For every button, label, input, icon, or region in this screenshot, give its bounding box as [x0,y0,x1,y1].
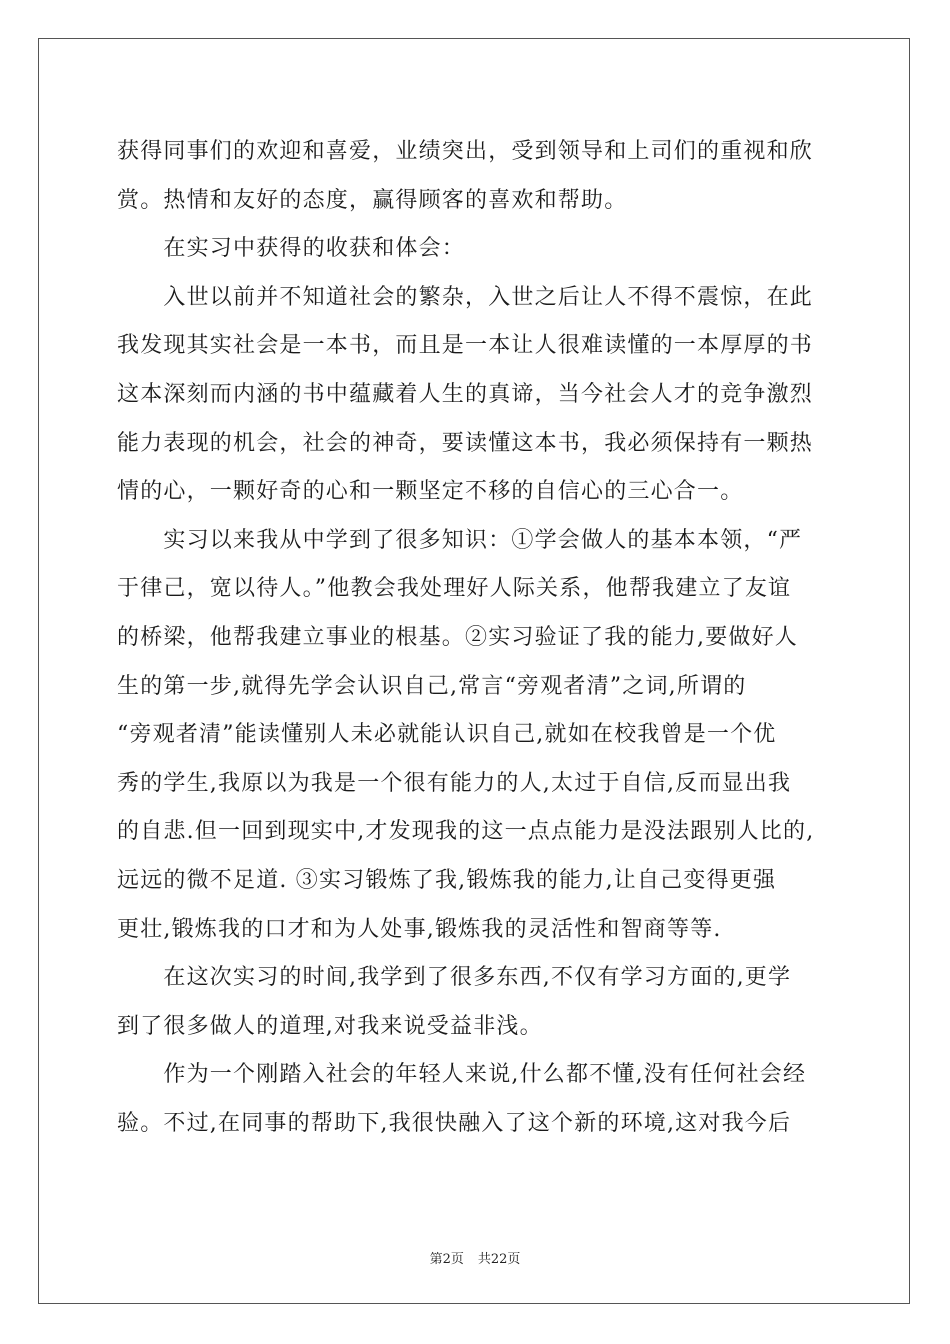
text-line: 我发现其实社会是一本书，而且是一本让人很难读懂的一本厚厚的书 [117,333,814,359]
page-footer [0,1248,950,1267]
text-line: 的自悲.但一回到现实中,才发现我的这一点点能力是没法跟别人比的, [117,819,815,845]
text-line: 作为一个刚踏入社会的年轻人来说,什么都不懂,没有任何社会经 [117,1062,807,1088]
text-line: 在实习中获得的收获和体会： [117,236,466,262]
text-line: 秀的学生,我原以为我是一个很有能力的人,太过于自信,反而显出我 [117,770,792,796]
text-line: 到了很多做人的道理,对我来说受益非浅。 [117,1013,543,1039]
text-line: 的桥梁，他帮我建立事业的根基。②实习验证了我的能力,要做好人 [117,624,798,650]
text-line: 入世以前并不知道社会的繁杂，入世之后让人不得不震惊，在此 [117,284,814,310]
document-body [117,128,837,1148]
text-line: 验。不过,在同事的帮助下,我很快融入了这个新的环境,这对我今后 [117,1110,792,1136]
text-line: 实习以来我从中学到了很多知识：①学会做人的基本本领，“严 [117,527,803,553]
text-line: “旁观者清”能读懂别人未必就能认识自己,就如在校我曾是一个优 [117,722,777,748]
text-line: 这本深刻而内涵的书中蕴藏着人生的真谛，当今社会人才的竞争激烈 [117,381,814,407]
text-line: 于律己，宽以待人。”他教会我处理好人际关系，他帮我建立了友谊 [117,576,792,602]
text-line: 在这次实习的时间,我学到了很多东西,不仅有学习方面的,更学 [117,965,792,991]
page-total: 共22页 [477,1252,521,1267]
text-line: 生的第一步,就得先学会认识自己,常言“旁观者清”之词,所谓的 [117,673,747,699]
text-line: 情的心，一颗好奇的心和一颗坚定不移的自信心的三心合一。 [117,479,744,505]
text-line: 赏。热情和友好的态度，赢得顾客的喜欢和帮助。 [117,187,628,213]
text-line: 更壮,锻炼我的口才和为人处事,锻炼我的灵活性和智商等等. [117,916,722,942]
text-line: 能力表现的机会，社会的神奇，要读懂这本书，我必须保持有一颗热 [117,430,814,456]
text-line: 获得同事们的欢迎和喜爱，业绩突出，受到领导和上司们的重视和欣 [117,139,814,164]
text-line: 远远的微不足道. ③实习锻炼了我,锻炼我的能力,让自己变得更强 [117,867,777,893]
page-number: 第2页 [429,1252,464,1267]
